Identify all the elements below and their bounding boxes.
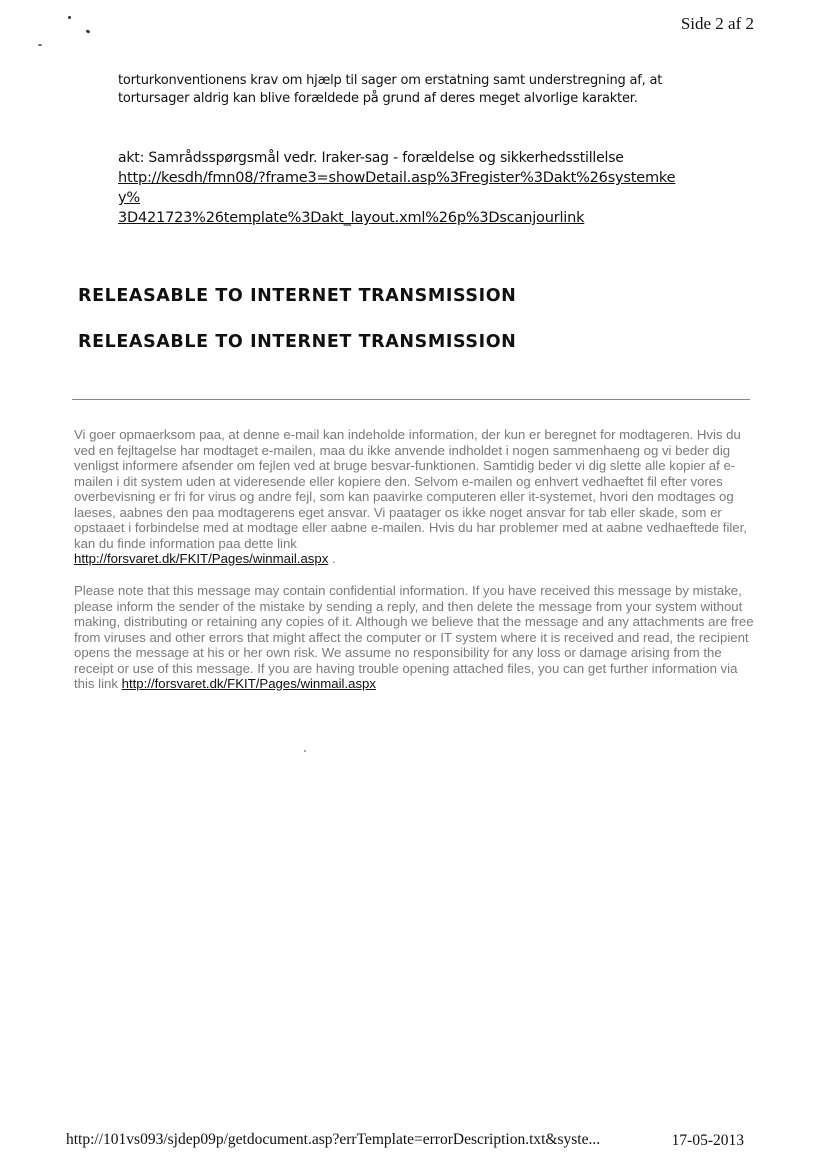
scan-speck (304, 750, 306, 752)
disclaimer-danish-text (74, 427, 754, 567)
akt-link[interactable] (118, 168, 678, 228)
release-marking: RELEASABLE TO INTERNET TRANSMISSION (78, 286, 517, 306)
trailing-punctuation: . (328, 551, 336, 566)
divider (72, 399, 750, 400)
release-marking: RELEASABLE TO INTERNET TRANSMISSION (78, 332, 517, 352)
page-number: Side 2 af 2 (680, 14, 754, 33)
disclaimer-english (74, 583, 754, 692)
footer-url: http://101vs093/sjdep09p/getdocument.asp?errTemplate=errorDescription.txt&syste... (66, 1131, 601, 1148)
akt-link-line: http://kesdh/fmn08/?frame3=showDetail.asp%3Fregister%3Dakt%26systemkey% (118, 170, 676, 206)
footer-date: 17-05-2013 (671, 1132, 744, 1149)
body-line: torturkonventionens krav om hjælp til sager om erstatning samt understregning af, at (118, 73, 663, 88)
scan-speck (86, 29, 91, 34)
winmail-link[interactable]: http://forsvaret.dk/FKIT/Pages/winmail.aspx (121, 676, 376, 691)
akt-label: akt: Samrådsspørgsmål vedr. Iraker-sag - forældelse og sikkerhedsstillelse (118, 150, 624, 166)
scan-speck (68, 16, 71, 19)
body-line: tortursager aldrig kan blive forældede på grund af deres meget alvorlige karakter. (118, 91, 638, 106)
scan-speck (38, 44, 42, 46)
body-paragraph (118, 72, 718, 108)
akt-link-line: 3D421723%26template%3Dakt_layout.xml%26p%3Dscanjourlink (118, 210, 585, 226)
winmail-link[interactable]: http://forsvaret.dk/FKIT/Pages/winmail.aspx (74, 551, 329, 566)
disclaimer-text: Vi goer opmaerksom paa, at denne e-mail kan indeholde information, der kun er beregnet for modtageren. Hvis du ved en fejltagelse har modtaget e-mailen, maa du ikke anvende indholdet i nogen sammenhaeng og vi beder dig venligst informere afsender om fejlen ved at bruge besvar-funktionen. Samtidig beder vi dig slette alle kopier af e-mailen i dit system uden at videresende eller kopiere den. Selvom e-mailen og enhvert vedhaeftet fil efter vores overbevisning er fri for virus og andre fejl, som kan paavirke computeren eller it-systemet, hvori den modtages og laeses, aabnes den paa modtagerens eget ansvar. Vi paatager os ikke noget ansvar for tab eller skade, som er opstaaet i forbindelse med at modtage eller aabne e-mailen. Hvis du har problemer med at aabne vedhaeftede filer, kan du finde information paa dette link (74, 427, 747, 551)
disclaimer-text: Please note that this message may contain confidential information. If you have received this message by mistake, please inform the sender of the mistake by sending a reply, and then delete the message from your system without making, distributing or retaining any copies of it. Although we believe that the message and any attachments are free from viruses and other errors that might affect the computer or IT system where it is received and read, the recipient opens the message at his or her own risk. We assume no responsibility for any loss or damage arising from the receipt or use of this message. If you are having trouble opening attached files, you can get further information via this link (74, 583, 754, 691)
disclaimer-english-text (74, 583, 754, 692)
disclaimer-danish (74, 427, 754, 567)
akt-reference (118, 148, 738, 228)
